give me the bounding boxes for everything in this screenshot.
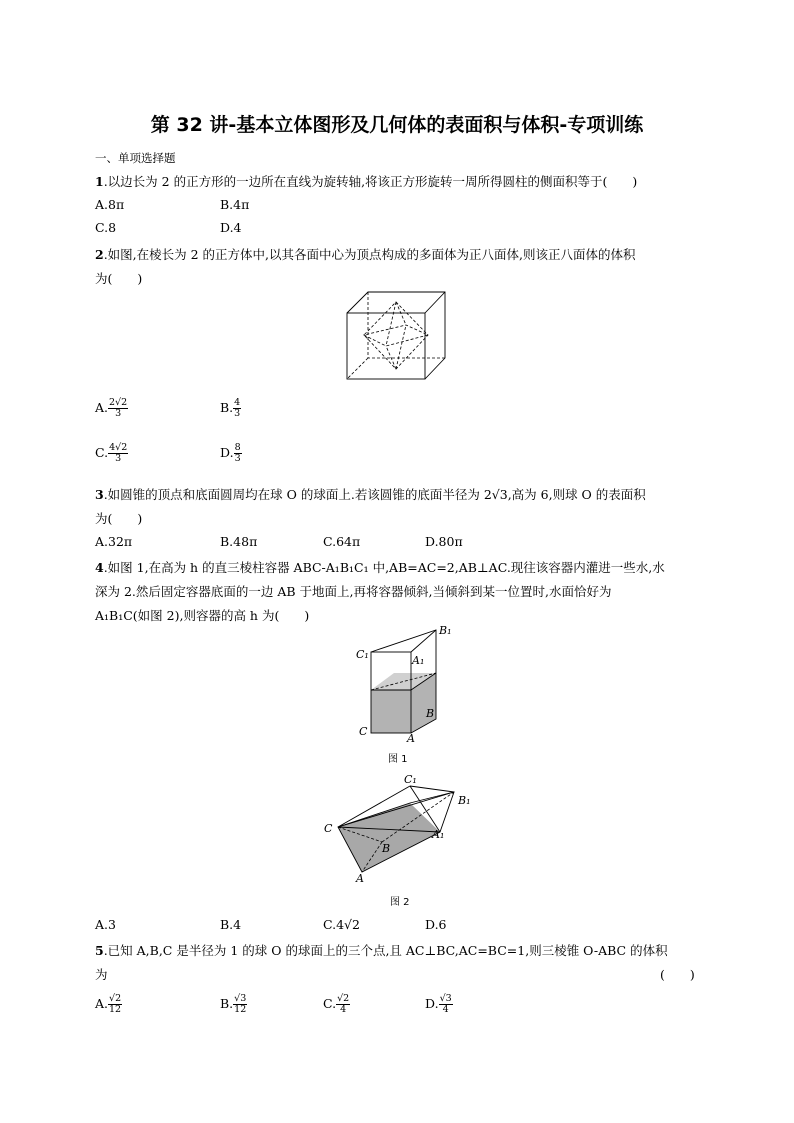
octahedron-outline [364, 302, 428, 369]
question-2 [95, 245, 636, 263]
question-text: .以边长为 2 的正方形的一边所在直线为旋转轴,将该正方形旋转一周所得圆柱的侧面积等于( ) [103, 174, 638, 189]
option-a[interactable]: A.8π [95, 197, 125, 212]
question-text-cont: 深为 2.然后固定容器底面的一边 AB 于地面上,再将容器倾斜,当倾斜到某一位置时,水面恰好为 [95, 584, 612, 599]
option-c[interactable]: C.8 [95, 220, 117, 235]
cube-hidden-edge [347, 358, 368, 379]
prism-edge [411, 630, 436, 652]
cube-octahedron-figure [340, 285, 452, 385]
option-a[interactable]: A. $\frac{2√2}{3}$ [95, 397, 128, 419]
question-text-cont: 为( ) [95, 271, 143, 286]
octahedron-edge [396, 325, 406, 369]
cube-edge [425, 292, 445, 313]
question-3 [95, 485, 646, 503]
question-number: 5 [95, 943, 104, 958]
label-C1: C₁ [404, 773, 417, 786]
question-text: .如图 1,在高为 h 的直三棱柱容器 ABC-A₁B₁C₁ 中,AB=AC=2,AB⊥AC.现往该容器内灌进一些水,水 [103, 560, 665, 575]
question-text: .已知 A,B,C 是半径为 1 的球 O 的球面上的三个点,且 AC⊥BC,AC=BC=1,则三棱锥 O-ABC 的体积 [103, 943, 668, 958]
figure-caption: 图 1 [388, 754, 408, 765]
question-text: .如圆锥的顶点和底面圆周均在球 O 的球面上.若该圆锥的底面半径为 2√3,高为 6,则球 O 的表面积 [103, 487, 646, 502]
option-c[interactable]: C. $\frac{4√2}{3}$ [95, 442, 128, 464]
page-title: 第 32 讲-基本立体图形及几何体的表面积与体积-专项训练 [150, 114, 644, 136]
option-b[interactable]: B. $\frac{√3}{12}$ [220, 993, 247, 1015]
option-c[interactable]: C.64π [323, 534, 361, 549]
water-fill [338, 803, 440, 872]
question-number: 1 [95, 174, 104, 189]
label-B: B [382, 842, 391, 855]
label-C: C [324, 822, 333, 835]
label-C1: C₁ [356, 648, 369, 661]
question-4 [95, 558, 665, 576]
cube-back-edges [347, 292, 445, 379]
section-heading: 一、单项选择题 [95, 151, 176, 165]
label-B1: B₁ [439, 624, 452, 637]
option-d[interactable]: D. $\frac{√3}{4}$ [425, 993, 452, 1015]
option-c[interactable]: C. $\frac{√2}{4}$ [323, 993, 350, 1015]
prism-figure-1 [350, 622, 452, 745]
option-b[interactable]: B.4 [220, 917, 242, 932]
question-text-cont: 为 [95, 967, 108, 982]
question-5 [95, 941, 668, 959]
figure-caption: 图 2 [390, 897, 410, 908]
question-number: 3 [95, 487, 104, 502]
label-A1: A₁ [432, 828, 445, 841]
option-b[interactable]: B.4π [220, 197, 250, 212]
prism-figure-2 [320, 770, 480, 885]
label-C: C [359, 725, 368, 738]
octahedron-edge [396, 302, 406, 325]
question-text-cont: A₁B₁C(如图 2),则容器的高 h 为( ) [95, 608, 310, 623]
option-a[interactable]: A.3 [95, 917, 116, 932]
option-d[interactable]: D. $\frac{8}{3}$ [220, 442, 241, 464]
octahedron-edge [386, 346, 396, 369]
question-text-cont: 为( ) [95, 511, 143, 526]
option-b[interactable]: B. $\frac{4}{3}$ [220, 397, 241, 419]
option-c[interactable]: C.4√2 [323, 917, 360, 932]
octahedron-equator [364, 325, 428, 346]
option-a[interactable]: A.32π [95, 534, 133, 549]
option-d[interactable]: D.6 [425, 917, 447, 932]
answer-paren: ( ) [660, 967, 695, 982]
option-d[interactable]: D.4 [220, 220, 242, 235]
label-A: A [356, 872, 364, 885]
option-a[interactable]: A. $\frac{√2}{12}$ [95, 993, 122, 1015]
question-1 [95, 172, 637, 190]
label-B: B [426, 707, 435, 720]
question-text: .如图,在棱长为 2 的正方体中,以其各面中心为顶点构成的多面体为正八面体,则该正八面体的体积 [103, 247, 636, 262]
octahedron-edge [386, 302, 396, 346]
label-B1: B₁ [458, 794, 471, 807]
option-d[interactable]: D.80π [425, 534, 463, 549]
prism-edge [410, 786, 454, 792]
label-A1: A₁ [412, 654, 425, 667]
option-b[interactable]: B.48π [220, 534, 258, 549]
question-number: 4 [95, 560, 104, 575]
label-A: A [407, 732, 415, 745]
question-number: 2 [95, 247, 104, 262]
